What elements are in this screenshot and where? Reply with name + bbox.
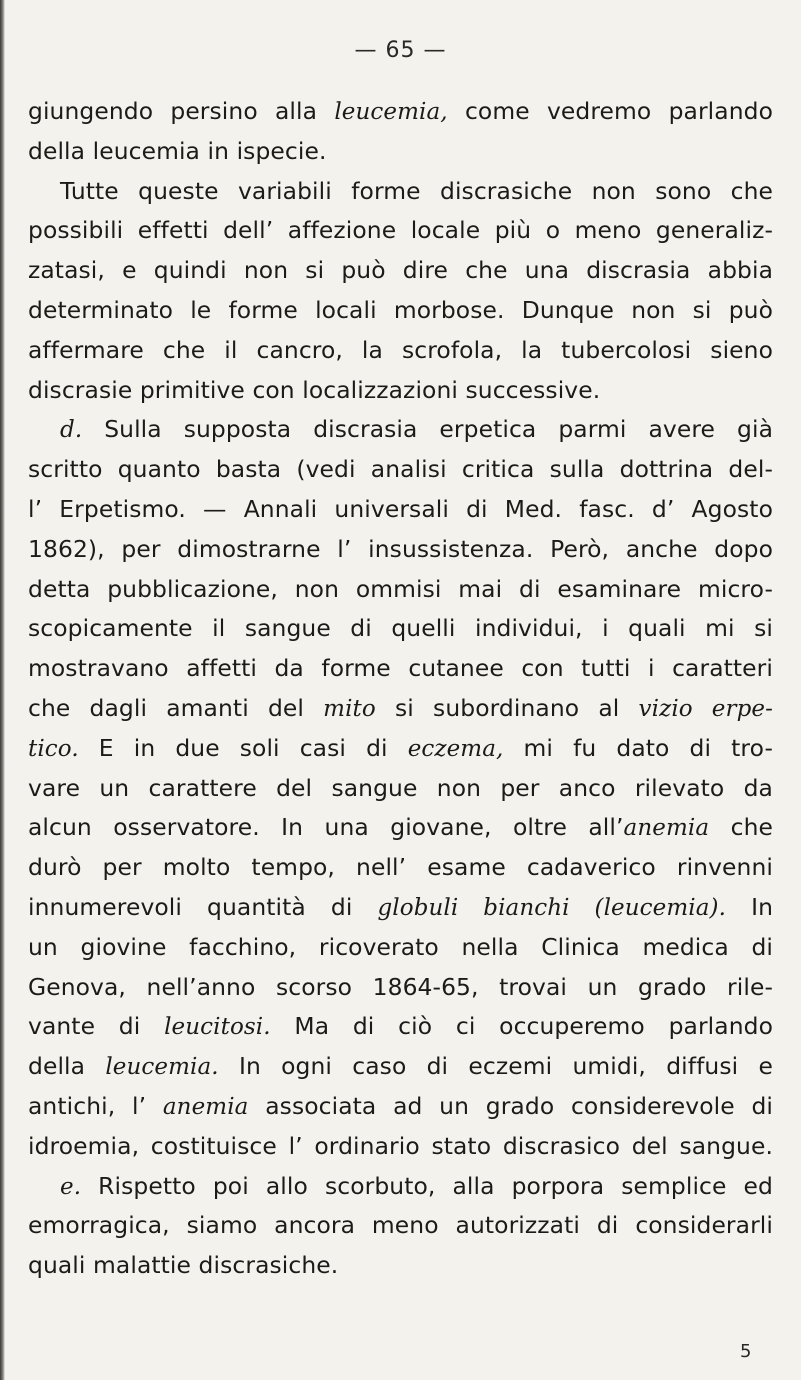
text-segment: determinato le forme locali morbose. Dunque non si può (28, 295, 773, 324)
text-line (28, 450, 773, 490)
text-segment: affermare che il cancro, la scrofola, la tubercolosi sieno (28, 335, 773, 364)
italic-text: anemia (162, 1093, 249, 1120)
text-line (28, 1047, 773, 1087)
italic-text: d. (60, 417, 83, 444)
italic-text: e. (60, 1173, 82, 1200)
text-segment: zatasi, e quindi non si può dire che una discrasia abbia (28, 256, 773, 285)
text-line (28, 968, 773, 1008)
italic-text: vizio erpe- (638, 695, 773, 722)
text-segment: idroemia, costituisce l’ ordinario stato discrasico del sangue. (28, 1131, 773, 1160)
text-segment: della leucemia in ispecie. (28, 136, 327, 165)
text-segment: detta pubblicazione, non ommisi mai di esaminare micro- (28, 574, 773, 603)
text-line (28, 1206, 773, 1246)
text-segment: innumerevoli quantità di (28, 892, 378, 921)
text-segment: scritto quanto basta (vedi analisi critica sulla dottrina del- (28, 455, 773, 484)
text-segment: discrasie primitive con localizzazioni successive. (28, 375, 601, 404)
text-segment: vante di (28, 1012, 165, 1041)
text-segment: In (726, 892, 773, 921)
text-segment: mostravano affetti da forme cutanee con tutti i caratteri (28, 654, 773, 683)
text-segment: alcun osservatore. In una giovane, oltre all’ (28, 813, 624, 842)
text-segment: come vedremo parlando (447, 97, 773, 125)
text-segment: vare un carattere del sangue non per anco rilevato da (28, 773, 773, 802)
signature-mark: 5 (740, 1341, 752, 1362)
text-line (28, 331, 773, 371)
italic-text: anemia (623, 815, 710, 842)
text-line (28, 172, 773, 212)
text-segment: Tutte queste variabili forme discrasiche non sono che (60, 176, 773, 205)
text-line (28, 609, 773, 649)
text-line (28, 1246, 773, 1286)
text-line (28, 371, 773, 411)
page-number: — 65 — (354, 38, 447, 63)
text-segment: emorragica, siamo ancora meno autorizzati di considerarli (28, 1211, 773, 1240)
text-line (28, 211, 773, 251)
text-segment: In ogni caso di eczemi umidi, diffusi e (218, 1052, 773, 1081)
text-line (28, 1127, 773, 1167)
text-segment: Ma di ciò ci occuperemo parlando (270, 1012, 773, 1041)
text-line (28, 808, 773, 848)
text-segment: che (709, 813, 773, 842)
italic-text: eczema, (407, 735, 504, 762)
text-segment: antichi, l’ (28, 1091, 163, 1120)
text-segment: si subordinano al (375, 693, 639, 722)
text-segment: possibili effetti dell’ affezione locale più o meno generaliz- (28, 216, 773, 245)
text-segment: che dagli amanti del (28, 693, 324, 722)
text-segment: associata ad un grado considerevole di (248, 1091, 773, 1120)
text-segment: mi fu dato di tro- (503, 733, 773, 762)
italic-text: leucemia, (334, 99, 448, 125)
text-line (28, 689, 773, 729)
text-line (28, 848, 773, 888)
text-segment: della (28, 1052, 106, 1081)
text-line (28, 1087, 773, 1127)
text-line (28, 1167, 773, 1207)
text-segment: scopicamente il sangue di quelli individui, i quali mi si (28, 614, 773, 643)
text-segment: un giovine facchino, ricoverato nella Clinica medica di (28, 932, 773, 961)
text-line (28, 251, 773, 291)
text-line (28, 1007, 773, 1047)
text-line (28, 490, 773, 530)
italic-text: mito (323, 695, 376, 722)
text-line (28, 410, 773, 450)
text-segment: quali malattie discrasiche. (28, 1251, 339, 1280)
text-segment: giungendo persino alla (28, 97, 335, 125)
text-line (28, 928, 773, 968)
text-line (28, 649, 773, 689)
text-line (28, 291, 773, 331)
text-segment: 1862), per dimostrarne l’ insussistenza. Però, anche dopo (28, 534, 773, 563)
text-line (28, 570, 773, 610)
italic-text: leucitosi. (164, 1014, 271, 1041)
text-segment: Sulla supposta discrasia erpetica parmi avere già (82, 415, 773, 444)
italic-text: leucemia. (105, 1054, 219, 1081)
text-segment: Genova, nell’anno scorso 1864-65, trovai un grado rile- (28, 972, 773, 1001)
text-line (28, 530, 773, 570)
text-line (28, 729, 773, 769)
text-line (28, 769, 773, 809)
body-text (28, 92, 773, 1286)
text-line (28, 92, 773, 132)
text-line (28, 132, 773, 172)
text-segment: l’ Erpetismo. — Annali universali di Med. fasc. d’ Agosto (28, 494, 773, 523)
text-segment: durò per molto tempo, nell’ esame cadaverico rinvenni (28, 853, 773, 882)
page-binding-shadow (0, 0, 5, 1380)
text-segment: Rispetto poi allo scorbuto, alla porpora semplice ed (81, 1171, 773, 1200)
italic-text: tico. (28, 735, 79, 762)
text-segment: E in due soli casi di (78, 733, 408, 762)
italic-text: globuli bianchi (leucemia). (377, 894, 727, 921)
text-line (28, 888, 773, 928)
